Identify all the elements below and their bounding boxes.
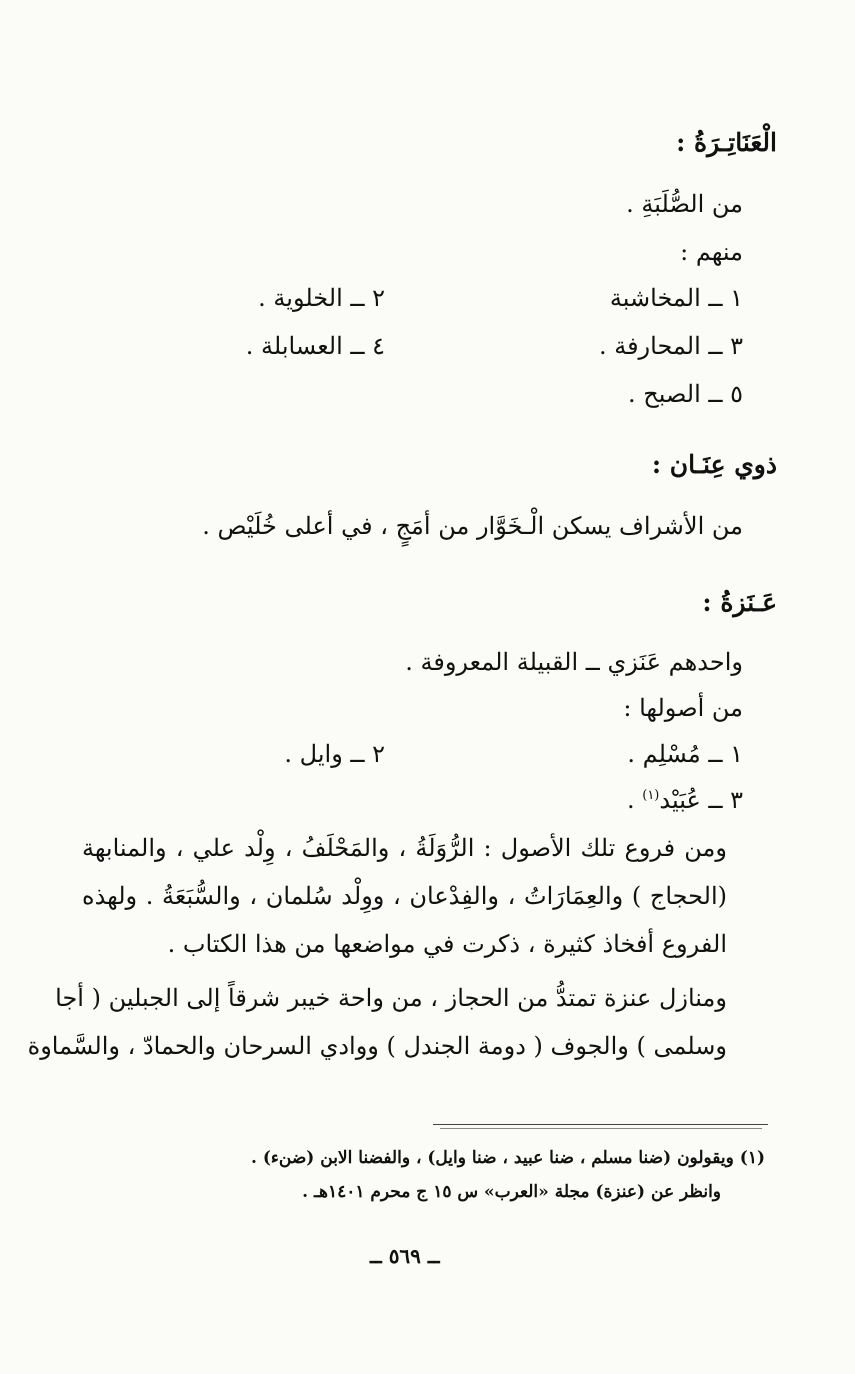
paragraph-line: وسلمى ) والجوف ( دومة الجندل ) ووادي السرحان والحمادّ ، والسَّماوة	[27, 1032, 727, 1060]
paragraph-line: ومن فروع تلك الأصول : الرُّوَلَةُ ، والمَحْلَفُ ، وِلْد علي ، والمنابهة	[82, 834, 727, 862]
list-item: ٢ ــ الخلوية .	[258, 284, 385, 312]
anaza-subheading: من أصولها :	[623, 694, 743, 722]
anatira-origin: من الصُّلَبَةِ .	[626, 190, 743, 218]
footnote: (١) ويقولون (ضنا مسلم ، ضنا عبيد ، ضنا وايل) ، والفضنا الابن (ضنء) .	[251, 1148, 765, 1168]
list-item: ١ ــ مُسْلِم .	[627, 740, 743, 768]
footnote-reference: (١)	[642, 788, 660, 803]
heading-dhawi-inan: ذوي عِنَـان :	[651, 450, 777, 479]
paragraph-line: (الحجاج ) والعِمَارَاتُ ، والفِدْعان ، ووِلْد سُلمان ، والسُّبَعَةُ . ولهذه	[82, 882, 727, 910]
heading-anaza: عَـنَزةُ :	[702, 588, 777, 617]
footnote: وانظر عن (عنزة) مجلة «العرب» س ١٥ ج محرم ١٤٠١هـ .	[302, 1182, 721, 1202]
list-item: ٢ ــ وايل .	[284, 740, 385, 768]
anatira-subheading: منهم :	[680, 238, 743, 266]
anaza-intro: واحدهم عَنَزي ــ القبيلة المعروفة .	[405, 648, 743, 676]
list-item: ١ ــ المخاشبة	[609, 284, 743, 312]
list-item: ٣ ــ المحارفة .	[598, 332, 743, 360]
heading-anatira: الْعَنَاتِـرَةُ :	[676, 128, 777, 157]
paragraph-line: ومنازل عنزة تمتدُّ من الحجاز ، من واحة خيبر شرقاً إلى الجبلين ( أجا	[55, 984, 727, 1012]
list-item-period: .	[626, 786, 635, 814]
list-item: ٥ ــ الصبح .	[628, 380, 743, 408]
list-item-text: ٣ ــ عُبَيْد	[659, 786, 743, 814]
paragraph-line: الفروع أفخاذ كثيرة ، ذكرت في مواضعها من هذا الكتاب .	[167, 930, 727, 958]
list-item: ٤ ــ العسابلة .	[245, 332, 385, 360]
dhawi-inan-text: من الأشراف يسكن الْـخَوَّار من أمَجٍ ، في أعلى خُلَيْص .	[202, 512, 743, 540]
page-number: ــ ٥٦٩ ــ	[370, 1244, 440, 1268]
footnote-separator-double	[440, 1128, 762, 1129]
footnote-separator	[433, 1124, 768, 1125]
list-item	[627, 786, 743, 815]
